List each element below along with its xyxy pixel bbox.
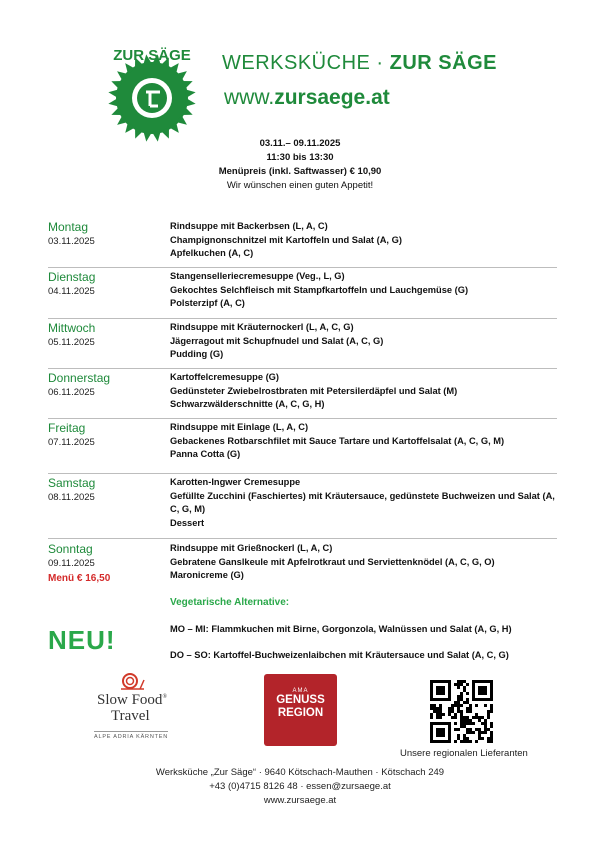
slowfood-travel: Travel	[111, 708, 150, 724]
day-date: 04.11.2025	[48, 286, 95, 297]
day-meals	[170, 476, 555, 530]
footer-url[interactable]: www.zursaege.at	[263, 795, 337, 806]
day-montag	[48, 220, 557, 268]
sunday-price: Menü € 16,50	[48, 573, 111, 584]
day-mittwoch	[48, 321, 557, 369]
day-donnerstag	[48, 371, 557, 419]
day-name: Samstag	[48, 476, 96, 490]
meal-soup: Rindsuppe mit Backerbsen (L, A, C)	[170, 221, 328, 231]
meal-dessert: Apfelkuchen (A, C)	[170, 248, 254, 259]
genuss-line1: GENUSS	[276, 694, 325, 706]
day-date: 05.11.2025	[48, 337, 95, 348]
logo-text: ZUR SÄGE	[113, 47, 191, 64]
day-name: Dienstag	[48, 270, 96, 284]
slowfood-sub: ALPE ADRIA KÄRNTEN	[94, 731, 168, 740]
day-name: Mittwoch	[48, 321, 96, 335]
meal-main: Gebratene Ganslkeule mit Apfelrotkraut und Serviettenknödel (A, C, G, O)	[170, 556, 495, 567]
meal-soup: Rindsuppe mit Einlage (L, A, C)	[170, 422, 309, 432]
meal-dessert: Panna Cotta (G)	[170, 449, 241, 460]
meal-main: Gekochtes Selchfleisch mit Stampfkartoffeln und Lauchgemüse (G)	[170, 284, 469, 295]
meal-soup: Rindsuppe mit Grießnockerl (L, A, C)	[170, 543, 333, 553]
menu-price: Menüpreis (inkl. Saftwasser) € 10,90	[218, 166, 382, 177]
saw-tooth	[108, 89, 119, 98]
meal-dessert: Polsterzipf (A, C)	[170, 298, 245, 309]
footer-contact[interactable]: +43 (0)4715 8126 48 · essen@zursaege.at	[209, 781, 391, 792]
meal-dessert: Schwarzwälderschnitte (A, C, G, H)	[170, 399, 325, 410]
vegetarian-mo-mi: MO – MI: Flammkuchen mit Birne, Gorgonzola, Walnüssen und Salat (A, G, H)	[170, 624, 512, 634]
brand-title: WERKSKÜCHE · ZUR SÄGE	[222, 52, 497, 74]
day-name: Freitag	[48, 421, 86, 435]
genuss-line2: REGION	[277, 707, 324, 719]
saw-tooth	[108, 98, 119, 107]
neu-badge: NEU!	[48, 625, 116, 655]
day-meals	[170, 220, 555, 261]
menu-dates: 03.11.– 09.11.2025	[259, 138, 341, 149]
meal-soup: Stangenselleriecremesuppe (Veg., L, G)	[170, 271, 345, 281]
day-samstag	[48, 476, 557, 539]
day-date: 09.11.2025	[48, 558, 95, 569]
qr-label: Unsere regionalen Lieferanten	[400, 748, 528, 759]
day-date: 08.11.2025	[48, 492, 95, 503]
day-date: 03.11.2025	[48, 236, 95, 247]
greeting: Wir wünschen einen guten Appetit!	[226, 180, 374, 191]
saw-tooth	[185, 98, 196, 107]
meal-main: Jägerragout mit Schupfnudel und Salat (A, C, G)	[170, 335, 384, 346]
day-meals	[170, 421, 555, 462]
day-name: Donnerstag	[48, 371, 111, 385]
day-meals	[170, 542, 555, 583]
genuss-ama: AMA	[292, 688, 309, 694]
meal-soup: Rindsuppe mit Kräuternockerl (L, A, C, G)	[170, 322, 354, 332]
day-name: Montag	[48, 220, 89, 234]
day-sonntag	[48, 542, 557, 588]
vegetarian-title: Vegetarische Alternative:	[170, 597, 290, 608]
meal-soup: Karotten-Ingwer Cremesuppe	[170, 477, 301, 487]
day-name: Sonntag	[48, 542, 93, 556]
day-date: 06.11.2025	[48, 387, 95, 398]
meal-main: Gedünsteter Zwiebelrostbraten mit Petersilerdäpfel und Salat (M)	[170, 385, 458, 396]
menu-time: 11:30 bis 13:30	[266, 152, 334, 163]
zur-saege-logo	[96, 38, 208, 150]
brand-url[interactable]: www.zursaege.at	[224, 86, 390, 109]
qr-code[interactable]	[430, 680, 493, 743]
snail-icon	[118, 672, 148, 692]
genuss-region-logo	[264, 674, 337, 746]
day-meals	[170, 371, 555, 412]
meal-main: Gebackenes Rotbarschfilet mit Sauce Tartare und Kartoffelsalat (A, C, G, M)	[170, 435, 505, 446]
meal-dessert: Maronicreme (G)	[170, 570, 244, 581]
meal-main: Gefüllte Zucchini (Faschiertes) mit Kräutersauce, gedünstete Buchweizen und Salat (A, C, G, M)	[170, 490, 555, 515]
meal-soup: Kartoffelcremesuppe (G)	[170, 372, 280, 382]
slowfood-title: Slow Food®	[97, 692, 167, 708]
meal-main: Champignonschnitzel mit Kartoffeln und Salat (A, G)	[170, 234, 402, 245]
day-date: 07.11.2025	[48, 437, 95, 448]
saw-tooth	[185, 89, 196, 98]
meal-dessert: Pudding (G)	[170, 349, 224, 360]
day-dienstag	[48, 270, 557, 319]
day-freitag	[48, 421, 557, 474]
vegetarian-do-so: DO – SO: Kartoffel-Buchweizenlaibchen mit Kräutersauce und Salat (A, C, G)	[170, 650, 509, 660]
footer-address: Werksküche „Zur Säge“ · 9640 Kötschach-Mauthen · Kötschach 249	[155, 767, 445, 778]
day-meals	[170, 270, 555, 311]
day-meals	[170, 321, 555, 362]
meal-dessert: Dessert	[170, 517, 205, 528]
